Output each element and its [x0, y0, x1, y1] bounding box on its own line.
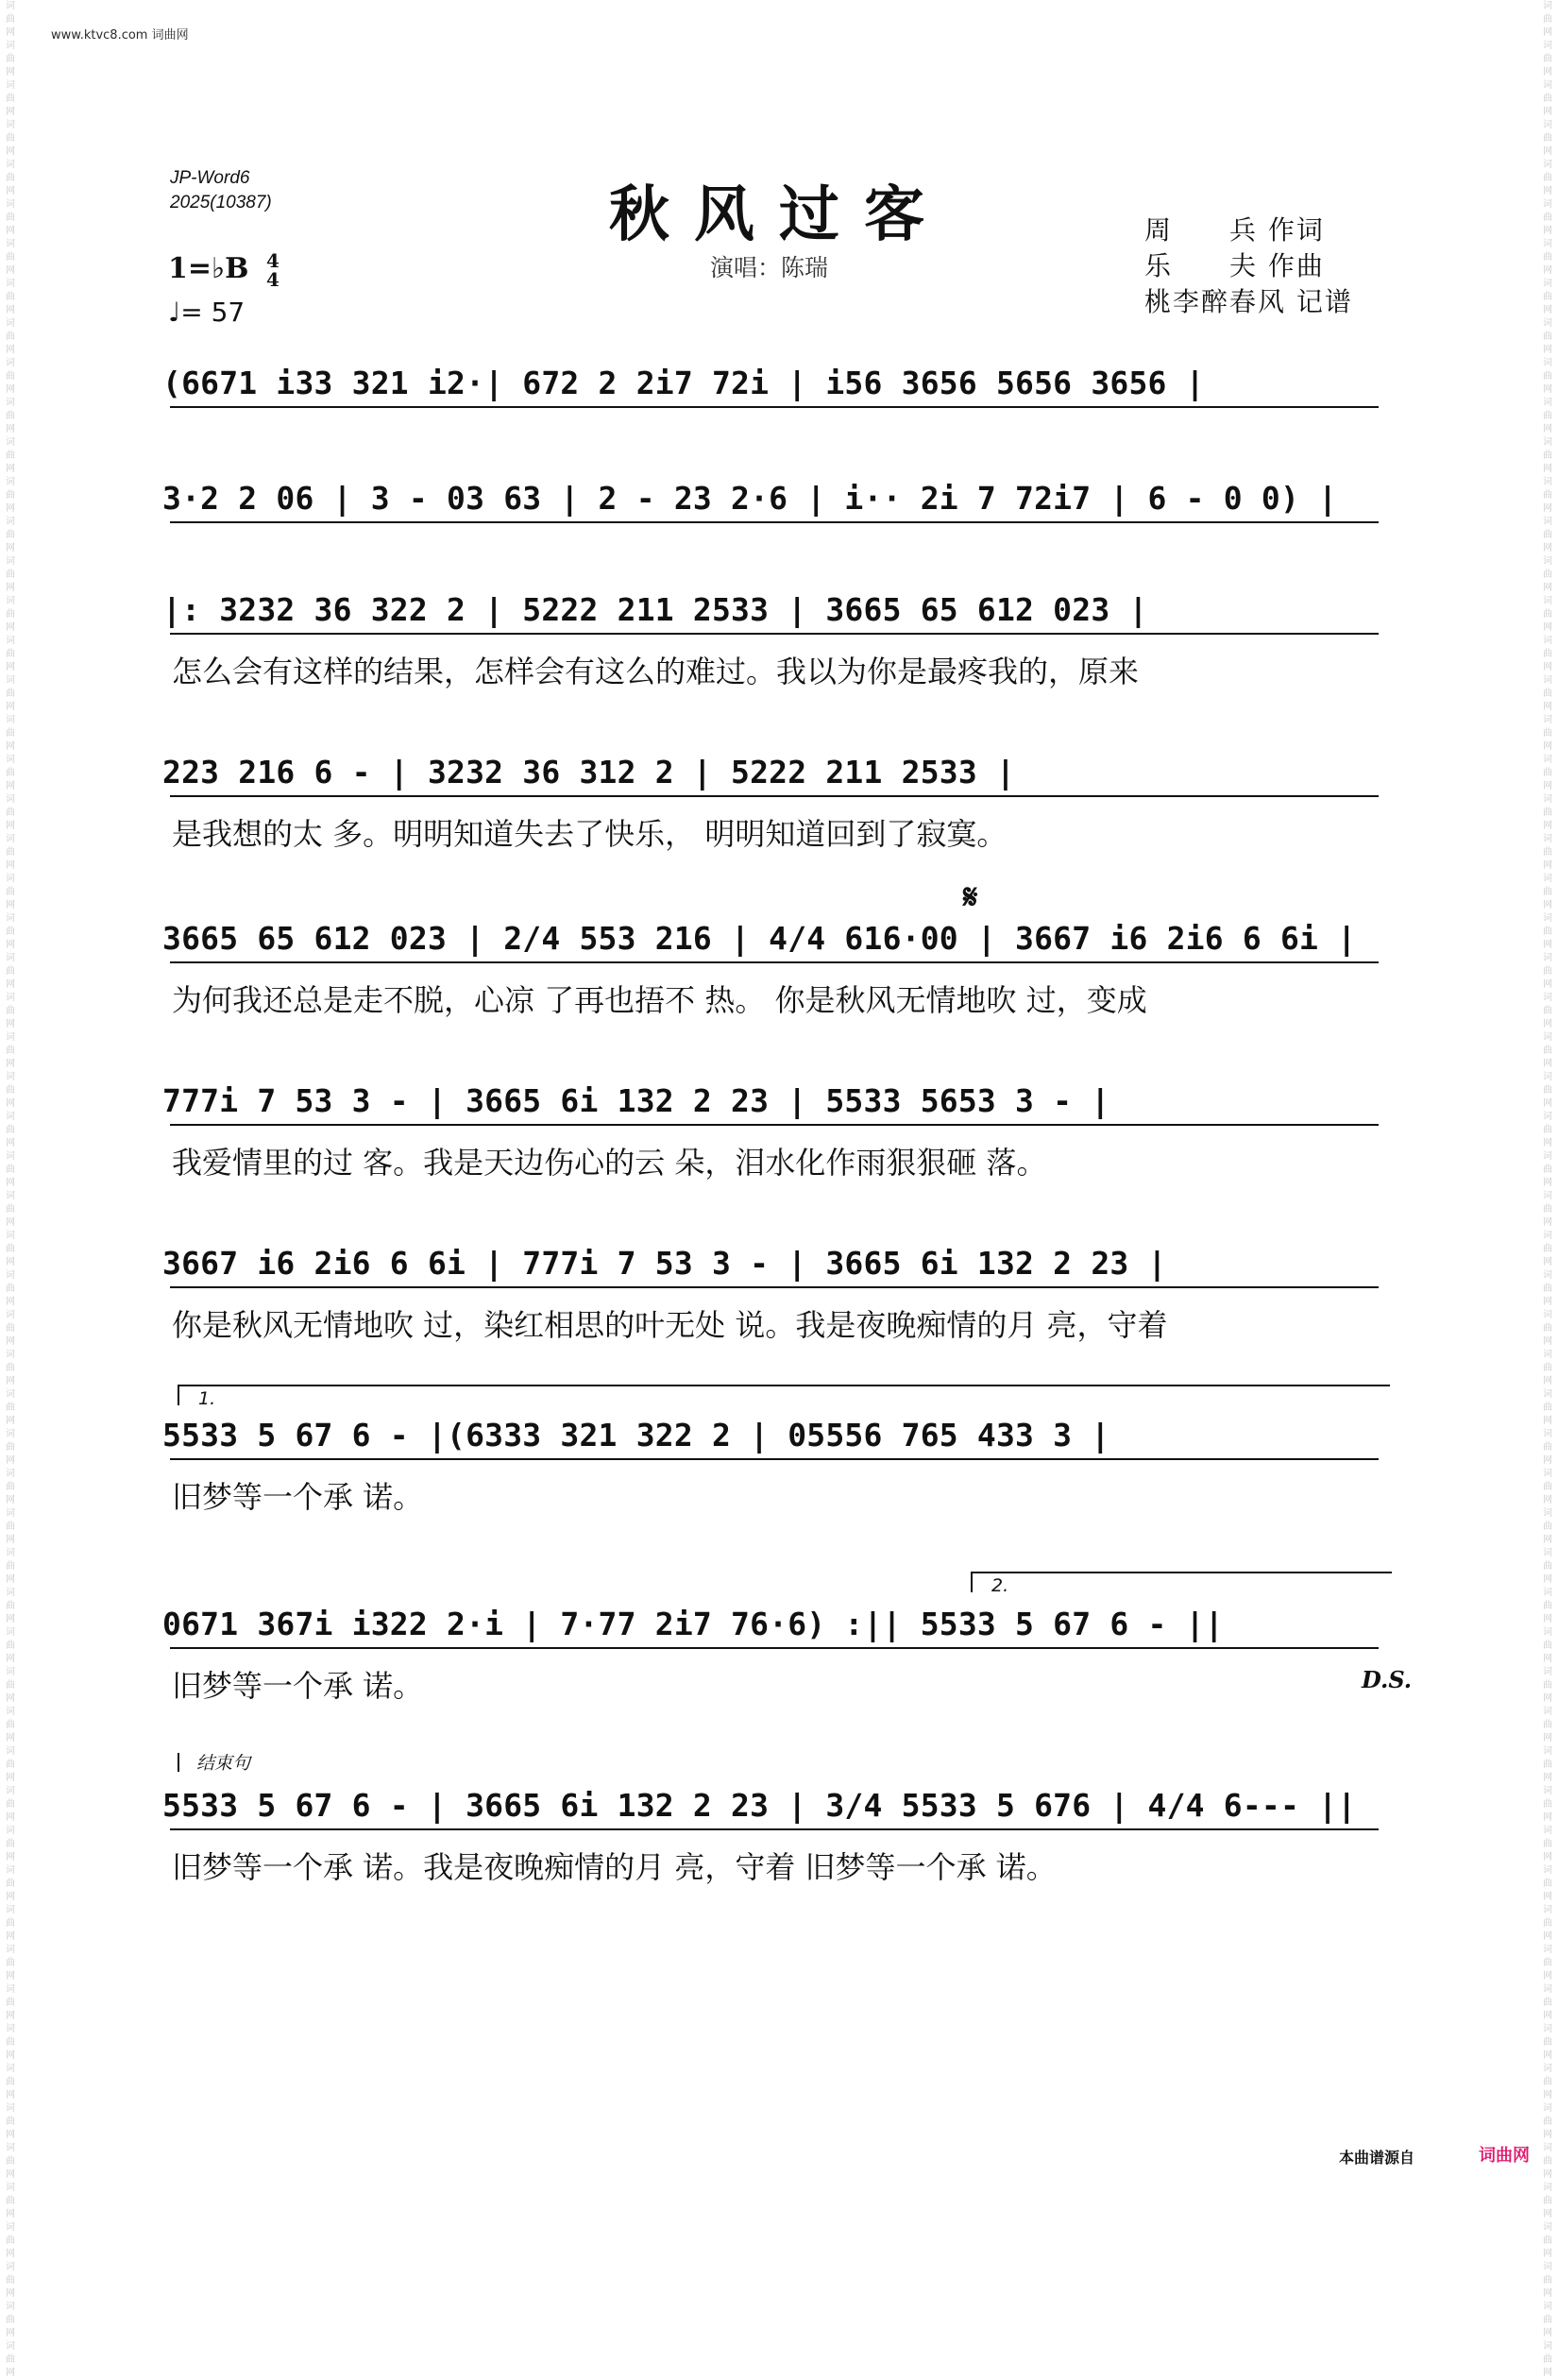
beam-underline — [170, 521, 1379, 523]
beam-underline — [170, 633, 1379, 635]
volta-2-label: 2. — [991, 1575, 1009, 1596]
segno-sign: 𝄋 — [963, 878, 978, 917]
score-notes-row: 3667 i6 2i6 6 6i | 777i 7 53 3 - | 3665 6i 132 2 23 | — [162, 1245, 1167, 1282]
ds-marking: D.S. — [1362, 1666, 1413, 1693]
time-top: 4 — [265, 249, 279, 272]
lyrics-row: 旧梦等一个承 诺。我是夜晚痴情的月 亮，守着 旧梦等一个承 诺。 — [172, 1849, 1057, 1885]
lyrics-row: 旧梦等一个承 诺。 — [172, 1668, 424, 1704]
lyrics-row: 旧梦等一个承 诺。 — [172, 1479, 424, 1515]
beam-underline — [170, 795, 1379, 797]
beam-underline — [170, 1458, 1379, 1460]
side-watermark-right: 词曲网 词曲网 词曲网 词曲网 词曲网 词曲网 词曲网 词曲网 词曲网 词曲网 词曲网 词曲网 词曲网 词曲网 词曲网 词曲网 词曲网 词曲网 词曲网 词曲网 词曲网 词曲网 词曲网 词曲网 词曲网 词曲网 词曲网 词曲网 词曲网 词曲网 词曲网 词曲网 词曲网 词曲网 词曲网 词曲网 词曲网 词曲网 词曲网 词曲网 词曲网 词曲网 词曲网 词曲网 词曲网 词曲网 词曲网 词曲网 词曲网 词曲网 词曲网 词曲网 词曲网 词曲网 词曲网 词曲网 词曲网 词曲网 词曲网 词曲网 — [1543, 1, 1552, 2378]
lyrics-row: 是我想的太 多。明明知道失去了快乐， 明明知道回到了寂寞。 — [172, 816, 1008, 852]
site-url[interactable]: www.ktvc8.com 词曲网 — [51, 28, 189, 42]
lyrics-row: 我爱情里的过 客。我是天边伤心的云 朵，泪水化作雨狠狠砸 落。 — [172, 1145, 1047, 1181]
score-notes-row: 5533 5 67 6 - | 3665 6i 132 2 23 | 3/4 5533 5 676 | 4/4 6--- || — [162, 1787, 1357, 1824]
beam-underline — [170, 406, 1379, 408]
lyricist: 周 兵 作词 — [1144, 214, 1325, 246]
score-notes-row: 5533 5 67 6 - |(6333 321 322 2 | 05556 765 433 3 | — [162, 1417, 1110, 1454]
score-code: 2025(10387) — [170, 193, 272, 212]
score-notes-row: 3665 65 612 023 | 2/4 553 216 | 4/4 616·00 | 3667 i6 2i6 6 6i | — [162, 920, 1357, 957]
score-notes-row: 777i 7 53 3 - | 3665 6i 132 2 23 | 5533 5653 3 - | — [162, 1082, 1110, 1119]
footer-source: 本曲谱源自 — [1339, 2149, 1415, 2167]
coda-label: 结束句 — [196, 1753, 251, 1774]
score-notes-row: (6671 i33 321 i2·| 672 2 2i7 72i | i56 3656 5656 3656 | — [162, 365, 1205, 401]
beam-underline — [170, 1286, 1379, 1288]
transcriber: 桃李醉春风 记谱 — [1144, 286, 1353, 317]
key-label: 1=♭B — [168, 252, 249, 285]
singer: 演唱：陈瑞 — [710, 254, 829, 281]
beam-underline — [170, 1647, 1379, 1649]
side-watermark-left: 词曲网 词曲网 词曲网 词曲网 词曲网 词曲网 词曲网 词曲网 词曲网 词曲网 词曲网 词曲网 词曲网 词曲网 词曲网 词曲网 词曲网 词曲网 词曲网 词曲网 词曲网 词曲网 词曲网 词曲网 词曲网 词曲网 词曲网 词曲网 词曲网 词曲网 词曲网 词曲网 词曲网 词曲网 词曲网 词曲网 词曲网 词曲网 词曲网 词曲网 词曲网 词曲网 词曲网 词曲网 词曲网 词曲网 词曲网 词曲网 词曲网 词曲网 词曲网 词曲网 词曲网 词曲网 词曲网 词曲网 词曲网 词曲网 词曲网 词曲网 — [6, 1, 15, 2378]
beam-underline — [170, 1124, 1379, 1126]
volta-2-bracket — [971, 1572, 1392, 1596]
lyrics-row: 怎么会有这样的结果，怎样会有这么的难过。我以为你是最疼我的，原来 — [172, 654, 1140, 689]
key-signature — [168, 251, 279, 289]
lyrics-row: 为何我还总是走不脱，心凉 了再也捂不 热。 你是秋风无情地吹 过，变成 — [172, 982, 1147, 1018]
software-label: JP-Word6 — [170, 168, 250, 188]
score-notes-row: 0671 367i i322 2·i | 7·77 2i7 76·6) :|| 5533 5 67 6 - || — [162, 1606, 1224, 1642]
composer: 乐 夫 作曲 — [1144, 250, 1325, 281]
score-notes-row: 3·2 2 06 | 3 - 03 63 | 2 - 23 2·6 | i·· 2i 7 72i7 | 6 - 0 0) | — [162, 480, 1338, 517]
beam-underline — [170, 1828, 1379, 1830]
volta-1-label: 1. — [198, 1388, 216, 1409]
footer-brand[interactable]: 词曲网 — [1479, 2146, 1530, 2166]
volta-1-bracket — [178, 1385, 1390, 1409]
time-bottom: 4 — [265, 268, 279, 291]
lyrics-row: 你是秋风无情地吹 过，染红相思的叶无处 说。我是夜晚痴情的月 亮，守着 — [172, 1307, 1168, 1343]
tempo-marking: ♩= 57 — [168, 297, 246, 328]
score-notes-row: |: 3232 36 322 2 | 5222 211 2533 | 3665 65 612 023 | — [162, 591, 1148, 628]
score-notes-row: 223 216 6 - | 3232 36 312 2 | 5222 211 2533 | — [162, 754, 1016, 790]
coda-bracket — [178, 1753, 255, 1772]
time-signature — [266, 251, 279, 289]
beam-underline — [170, 961, 1379, 963]
page-title: 秋风过客 — [609, 179, 949, 250]
